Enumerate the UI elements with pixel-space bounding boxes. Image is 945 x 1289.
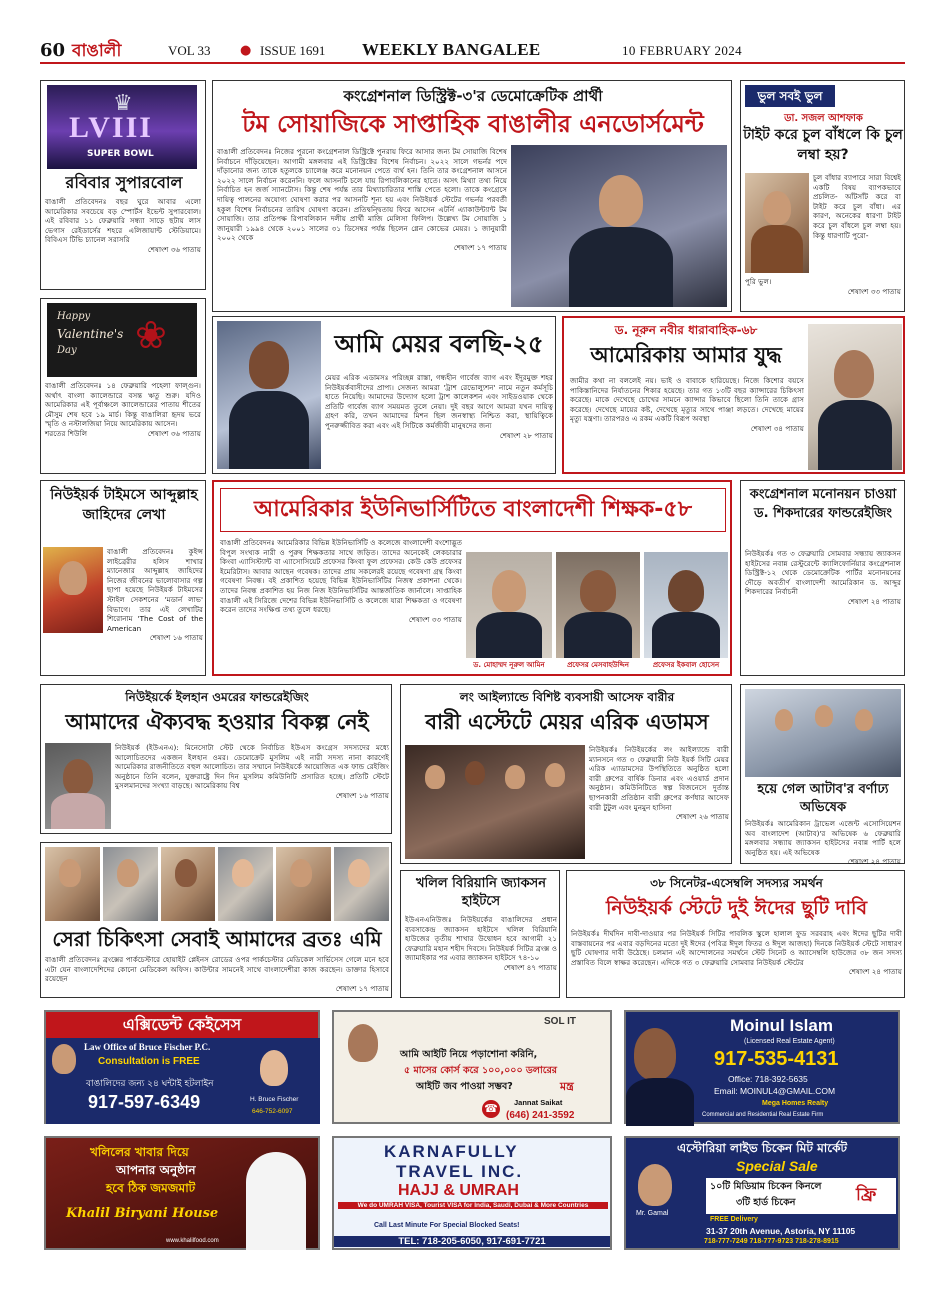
ad-khalil-line2: আপনার অনুষ্ঠান <box>116 1163 196 1177</box>
eid-headline: নিউইয়র্ক স্টেটে দুই ঈদের ছুটি দাবি <box>605 897 868 919</box>
war-continued[interactable]: শেষাংশ ৩৪ পাতায় <box>750 423 804 433</box>
ilhan-kicker: নিউইয়র্কে ইলহান ওমরের ফান্ডরেইজিং <box>125 690 309 704</box>
ad-solit-line1: আমি আইটি নিয়ে পড়াশোনা করিনি, <box>400 1049 538 1060</box>
lead-photo <box>511 145 727 307</box>
rose-icon: ❀ <box>135 313 167 357</box>
bhul-article <box>740 80 905 312</box>
university-continued[interactable]: শেষাংশ ৩৩ পাতায় <box>408 614 462 624</box>
nyt-article <box>40 480 206 676</box>
ad-astoria-offer1: ১০টি মিডিয়াম চিকেন কিনলে <box>710 1181 822 1192</box>
superbowl-logo <box>47 85 197 169</box>
ad-accident-cases[interactable] <box>44 1010 320 1124</box>
mayor-photo <box>217 321 321 469</box>
ad-solit-line2: ৫ মাসের কোর্স করে ১০০,০০০ ডলারের <box>404 1065 558 1076</box>
superbowl-roman: LVIII <box>69 111 153 144</box>
bhul-author-photo <box>745 173 809 273</box>
atab-continued[interactable]: শেষাংশ ২৪ পাতায় <box>847 857 901 867</box>
lead-headline: টম সোয়াজিকে সাপ্তাহিক বাঙালীর এনডোর্সমেন্ট <box>242 110 704 138</box>
superbowl-article <box>40 80 206 290</box>
ad-solit-line3: আইটি জব পাওয়া সম্ভব? <box>416 1081 513 1092</box>
issue-label: ISSUE 1691 <box>260 43 326 58</box>
ad-moinul-name: Moinul Islam <box>730 1016 833 1035</box>
eid-kicker: ৩৮ সিনেটর-এসেম্বলি সদস্যর সমর্থন <box>650 876 823 890</box>
trophy-icon: ♛ <box>113 91 133 116</box>
university-headline: আমেরিকার ইউনিভার্সিটিতে বাংলাদেশী শিক্ষক-৫৮ <box>220 488 726 532</box>
ad-accident-banner: এক্সিডেন্ট কেইসেস <box>46 1012 318 1038</box>
ad-accident-lawyer-photo <box>260 1050 288 1086</box>
ad-karnafully-line1: KARNAFULLY <box>384 1142 519 1161</box>
ad-karnafully-tel[interactable]: TEL: 718-205-6050, 917-691-7721 <box>334 1236 610 1247</box>
ad-karnafully-line3: HAJJ & UMRAH <box>398 1182 519 1199</box>
ad-astoria-delivery: FREE Delivery <box>710 1216 758 1223</box>
page-number: 60 <box>40 40 66 61</box>
separator-dot-icon: ● <box>240 43 252 58</box>
bhul-tail: পুরি ভুল। শেষাংশ ৩৩ পাতায় <box>745 277 901 296</box>
university-article <box>212 480 732 676</box>
ad-moinul-phone[interactable]: 917-535-4131 <box>714 1048 839 1070</box>
bari-kicker: লং আইল্যান্ডে বিশিষ্ট ব্যবসায়ী আসেফ বারীর <box>459 690 675 704</box>
war-body: জামীর কথা না বললেই নয়। ভাই ও বাবাকে হারিয়েছে। নিজে কিশোর বয়সে পাকিস্তানিদের নির্যাতনের শিকার হয়েছে। তার গত ১৩টি বছর ক্যান্সারের চিকিৎসা করেছে। মাকে দেখেছে চোখের সামনে ক্যান্সার কিভাবে ছিলো তিনি তাকে গ্রাস করেছে। দেখেছে মায়ের কষ্ট, দেখেছে মৃত্যুর সাথে পাঞ্জা লড়তে। দেখেছে মায়ের মৃত্যু যন্ত্রণা। তারপরও এ রকম একটি বিরূপ অবস্থা শেষাংশ ৩৪ পাতায় <box>570 376 804 433</box>
university-photo-2-caption: প্রফেসর মেসবাহউদ্দিন <box>556 658 640 672</box>
war-headline: আমেরিকায় আমার যুদ্ধ <box>590 343 782 367</box>
emi-photo-6 <box>334 847 389 921</box>
ilhan-body: নিউইয়র্ক (ইউএনএ): মিনেসোটা স্টেট থেকে নির্বাচিত ইউএস কংগ্রেস সদস্যদের মধ্যে আলোচিতদের একজন ইলহান ওমর। ডেমোক্রেট মুসলিম এই নারী সদস্য নানা কারণেই আমেরিকার রাজনীতিতে বহুল আলোচিত। তার সম্মানে নিউইয়র্কে আয়োজিত এক ফান্ড রেইজিং অনুষ্ঠানে তিনি বলেন, যুক্তরাষ্ট্রে দিন দিন মুসলিম কমিউনিটি প্রসারিত হচ্ছে। প্রতিটি স্টেটে মুসলমানদের সংখ্যা বাড়ছে। আমেরিকায় বিশ্ব শেষাংশ ১৬ পাতায় <box>115 743 389 800</box>
ad-moinul-tagline: Commercial and Residential Real Estate Firm <box>702 1112 824 1118</box>
bari-photo <box>405 745 585 859</box>
ad-astoria-contact: Mr. Gamal <box>636 1210 669 1217</box>
biryani-headline: খলিল বিরিয়ানি জ্যাকসন হাইটসে <box>415 876 547 909</box>
bhul-continued[interactable]: শেষাংশ ৩৩ পাতায় <box>847 286 901 296</box>
ad-accident-lawyer-phone[interactable]: 646-752-6097 <box>252 1108 293 1115</box>
ad-karnafully-line2: TRAVEL INC. <box>396 1162 524 1181</box>
emi-photo-4 <box>218 847 273 921</box>
shikdar-body: নিউইয়র্কঃ গত ৩ ফেব্রুয়ারি সোমবার সন্ধ্যায় জ্যাকসন হাইটসের নবান্ন রেস্টুরেন্টে ক্যালিফোর্নিয়ার কংগ্রেশনাল ডিস্ট্রিক্ট-১২ থেকে ডেমোক্রেটিক পার্টির মনোনয়নের দৌড়ে অবতীর্ণ বাংলাদেশী আমেরিকান ড. আব্দুর শিকদারের নির্বাচনী শেষাংশ ২৪ পাতায় <box>745 549 901 606</box>
nyt-continued[interactable]: শেষাংশ ১৬ পাতায় <box>149 633 203 643</box>
ad-accident-phone[interactable]: 917-597-6349 <box>88 1092 201 1112</box>
university-photo-1 <box>466 552 552 672</box>
ad-astoria-portrait <box>638 1164 672 1206</box>
ad-karnafully-offer: We do UMRAH VISA, Tourist VISA for India, Saudi, Dubai & More Countries <box>338 1202 608 1209</box>
ad-solit-portrait <box>348 1024 378 1062</box>
lead-continued[interactable]: শেষাংশ ১৭ পাতায় <box>453 242 507 252</box>
ad-astoria-offer-box <box>706 1178 896 1214</box>
lead-article <box>212 80 732 312</box>
atab-article <box>740 684 905 867</box>
eid-body: নিউইয়র্কঃ দীর্ঘদিন দাবী-দাওয়ার পর নিউইয়র্ক সিটির পাবলিক স্কুলে হালাল ফুড সরবরাহ এবং ঈদের ছুটির দাবী বাস্তবায়নের পর এবার বড়দিনের মতো দুই ঈদের (পবিত্র ঈদুল ফিতর ও ঈদুল আজহা) দিনকে নিউইয়র্ক স্টেটে সাধারণ ছুটি ঘোষণার দাবী উঠেছে। চলমান এই আন্দোলনের সমর্থনে স্টেট সিনেট ও অ্যাসেম্বলি হাউজের ৩৮ জন সদস্য প্রস্তাবিত বিলে স্বাক্ষর করেছেন। এদিকে গত ৩ ফেব্রুয়ারি সোমবার নিউইয়র্ক স্টেটের শেষাংশ ২৪ পাতায় <box>571 929 902 977</box>
bhul-label: ভুল সবই ভুল <box>745 85 835 107</box>
valentine-body: বাঙালী প্রতিবেদনঃ ১৪ ফেব্রুয়ারি পহেলা ফাল্গুন। অর্থাৎ বাংলা ক্যালেন্ডারে বসন্ত ঋতু শুরু। যদিও আমেরিকার এই পূর্বাঞ্চলে ক্যালেন্ডারের পাতায় শীতের মৌসুম শেষ হবে ১৯ মার্চ। কিন্তু বাঙালিরা হৃদয় ভরে স্মৃতি ও নস্টালজিয়া নিয়ে আমেরিকায় আসেন। শরতের শিউলি শেষাংশ ৩৬ পাতায় <box>45 381 201 438</box>
ilhan-photo <box>45 743 111 829</box>
mayor-headline: আমি মেয়র বলছি-২৫ <box>334 330 544 358</box>
bhul-headline: টাইট করে চুল বাঁধলে কি চুল লম্বা হয়? <box>743 127 903 163</box>
emi-photo-2 <box>103 847 158 921</box>
ad-solit-name: Jannat Saikat <box>514 1098 563 1107</box>
biryani-article <box>400 870 560 998</box>
masthead <box>40 38 905 64</box>
ad-khalil-website[interactable]: www.khalilfood.com <box>166 1238 219 1244</box>
ad-solit-phone[interactable]: (646) 241-3592 <box>506 1110 575 1121</box>
university-photo-3-caption: প্রফেসর ইকবাল হোসেন <box>644 658 728 672</box>
ad-khalil-chef <box>246 1152 306 1250</box>
bari-headline: বারী এস্টেটে মেয়র এরিক এডামস <box>425 710 709 734</box>
bhul-author: ডা. সজল আশফাক <box>784 113 863 124</box>
ad-moinul-portrait <box>634 1028 676 1080</box>
masthead-logo: বাঙালী <box>72 41 122 61</box>
ad-moinul-office: Office: 718-392-5635 <box>728 1074 808 1084</box>
emi-headline: সেরা চিকিৎসা সেবাই আমাদের ব্রতঃ এমি <box>52 927 382 951</box>
ad-astoria-phones[interactable]: 718-777-7249 718-777-9723 718-278-8915 <box>704 1238 839 1245</box>
emi-article <box>40 842 392 998</box>
ad-accident-portrait <box>52 1044 76 1074</box>
ad-astoria-banner: এস্টোরিয়া লাইভ চিকেন মিট মার্কেট <box>676 1141 848 1155</box>
war-author-photo <box>808 324 902 470</box>
ad-accident-lawyer: H. Bruce Fischer <box>250 1096 299 1103</box>
bari-continued[interactable]: শেষাংশ ২৬ পাতায় <box>675 812 729 822</box>
atab-photo <box>745 689 901 777</box>
emi-body: বাঙালী প্রতিবেদনঃ ব্রংক্সের পার্কচেস্টারে হোয়াইট প্লেইনস রোডের ওপর পার্কচেস্টার মেডিকেল সার্ভিসেস গেলে মনে হবে এটা যেন বাংলাদেশিদের কোনো মেডিকেল অফিস। কাউন্টার সামনেই সাথে বাংলাদেশীরা কাজ করছেন। ডাক্তার হিসাবে রয়েছেন শেষাংশ ১৭ পাতায় <box>45 955 389 993</box>
atab-headline: হয়ে গেল আটাব'র বর্ণাঢ্য অভিষেক <box>757 782 889 815</box>
ad-astoria-address: 31-37 20th Avenue, Astoria, NY 11105 <box>706 1226 856 1236</box>
ad-solit-brand: SOL IT <box>544 1016 577 1027</box>
nyt-headline: নিউইয়র্ক টাইমসে আব্দুল্লাহ জাহিদের লেখা <box>50 487 198 523</box>
superbowl-logo-text: SUPER BOWL <box>87 149 154 159</box>
ilhan-continued[interactable]: শেষাংশ ১৬ পাতায় <box>335 790 389 800</box>
ad-solit-mantra: মন্ত্র <box>560 1080 574 1093</box>
paper-name: WEEKLY BANGALEE <box>362 40 541 59</box>
valentine-card: Happy Valentine's Day ❀ <box>47 303 197 377</box>
volume-label: VOL 33 <box>168 43 211 58</box>
bari-body: নিউইয়র্কঃ নিউইয়র্কের লং আইল্যান্ডে বারী ম্যানসনে গত ৩ ফেব্রুয়ারী নিউ ইয়র্ক সিটি মেয়র এরিক এ্যাডামসের উপস্থিতিতে অনুষ্ঠিত হলো বারী গ্রুপের বার্ষিক ডিনার এবং এওয়ার্ড প্রদান অনুষ্ঠান। কমিউনিটিতে স্বল্প বিজনেসে দুর্তান্ত ছাপনকারী প্রতিষ্ঠান বারী গ্রুপের কর্ণধার আসেফ বারী টুটুল এবং মুনমুন হাসিনা শেষাংশ ২৬ পাতায় <box>589 745 729 822</box>
valentine-article <box>40 298 206 474</box>
ilhan-article <box>40 684 392 834</box>
ad-khalil-biryani[interactable] <box>44 1136 320 1250</box>
ad-astoria-free: ফ্রি <box>856 1185 877 1205</box>
ad-moinul-email[interactable]: Email: MOINUL4@GMAIL.COM <box>714 1086 836 1096</box>
war-article <box>562 316 905 474</box>
issue-date: 10 FEBRUARY 2024 <box>622 43 743 58</box>
ad-karnafully-travel[interactable] <box>332 1136 612 1250</box>
atab-body: নিউইয়র্কঃ আমেরিকান ট্রাভেল এজেন্ট এসোসিয়েশন অব বাংলাদেশ (আটাব)'র অভিষেক ৬ ফেব্রুয়ারি মঙ্গলবার সন্ধ্যায় জ্যাকসন হাইটসের নবান্ন পার্টি হলে অনুষ্ঠিত হয়। এই অভিষেক শেষাংশ ২৪ পাতায় <box>745 819 901 867</box>
bhul-body: চুল বাঁধার ব্যাপারে সারা বিশ্বেই একটি বিষয় ব্যাপকভাবে প্রচলিত- আঁটসাঁট করে বা টাইট করে চুল বাঁধা। এর কারণ, অনেকের ধারণা টাইট করে চুল বাঁধলে চুল লম্বা হয়। কিন্তু ধারণাটি পুরো- <box>813 173 901 240</box>
ad-moinul-company: Mega Homes Realty <box>762 1100 829 1107</box>
ad-astoria-chicken[interactable] <box>624 1136 900 1250</box>
ad-astoria-special: Special Sale <box>736 1158 818 1174</box>
ilhan-headline: আমাদের ঐক্যবদ্ধ হওয়ার বিকল্প নেই <box>65 710 369 734</box>
shikdar-article <box>740 480 905 676</box>
lead-body: বাঙালী প্রতিবেদনঃ নিজের পুরনো কংগ্রেশনাল ডিস্ট্রিক্টে পুনরায় ফিরে আসার জন্য টম সোয়াজি বিশেষ নির্বাচনে দাঁড়িয়েছেন। আগামী মঙ্গলবার এই ডিস্ট্রিক্টের বিশেষ নির্বাচন। ২০২২ সালে গভর্নর পদে দাঁড়ানোর জন্য তাকে হতুলকে চ্যালেঞ্জ করে মনোনয়ন পেতে ব্যর্থ হন। তিনি তার কংগ্রেশনাল আসনে ২০২২ সালে নির্বাচন করেননি। ফলে আসনটি চলে যায় রিপাবলিকানের হাতে। অসৎ মিথ্যা তথ্য নিয়ে নির্বাচিত হন জর্জ স্যানটোস। কিন্তু শেষ পর্যন্ত তার মিথ্যাচারিতার শাস্তি পেতে হলো। তাকে কংগ্রেসে দায়িত্ব পালনের অযোগ্য ঘোষণা করার পর আসনটি শূন্য হয় এবং নিউইয়র্ক স্টেটের গভর্নর পরবর্তী হকুল বিশেষ নির্বাচনের তারিখ ঘোষণা করেন। প্রতিদ্বন্দ্বিতায় ফিরে আসেন এটর্নি এ্যাকাউন্ট্যান্ট টম সোয়াজি। তার প্রতিপক্ষ রিপাবলিকান দলীয় প্রার্থী মাজি মেলিসা ফিলিপ। উল্লেখ্য টম সোয়াজি ১ জানুয়ারী ১৯৯৪ থেকে ২০০১ সালের ৩১ ডিসেম্বর পর্যন্ত ছিলেন গ্লেন কোভের মেয়র। ১ জানুয়ারী ২০০২ থেকে শেষাংশ ১৭ পাতায় <box>217 147 507 252</box>
superbowl-continued[interactable]: শেষাংশ ৩৬ পাতায় <box>147 244 201 254</box>
emi-photo-3 <box>161 847 216 921</box>
university-photo-1-caption: ড. মোহাম্মদ নূরুল আমিন <box>466 658 552 672</box>
eid-article <box>566 870 905 998</box>
emi-continued[interactable]: শেষাংশ ১৭ পাতায় <box>335 983 389 993</box>
university-photo-3 <box>644 552 728 672</box>
biryani-continued[interactable]: শেষাংশ ৪৭ পাতায় <box>503 962 557 972</box>
superbowl-body: বাঙালী প্রতিবেদনঃ বছর ঘুরে আবার এলো আমেরিকার সবচেয়ে বড় স্পোর্টস ইভেন্ট সুপারবোল। এই রবিবার ১১ ফেব্রুয়ারি সন্ধ্যা সাড়ে ছটায় লাস ভেগাস রেইডার্সের শহরে এলিজায়ান্ট স্টেডিয়ামে। বিবিএস টিভি চ্যানেল সরাসরি শেষাংশ ৩৬ পাতায় <box>45 197 201 254</box>
ad-sol-it[interactable] <box>332 1010 612 1124</box>
ad-solit-phone-icon: ☎ <box>482 1100 500 1118</box>
superbowl-headline: রবিবার সুপারবোল <box>65 173 183 192</box>
emi-photo-5 <box>276 847 331 921</box>
nyt-body: বাঙালী প্রতিবেদনঃ কুইন্স লাইব্রেরীর হলিস শাখার ম্যানেজার আব্দুল্লাহ জাহিদের নিজের জীবনের ভালোবাসার গল্প ছাপা হয়েছে নিউইয়র্ক টাইমসের স্টাইল সেকশনের 'মডার্ন লাভ' বিভাগে। তার এই লেখাটির শিরোনাম 'The Cost of the American শেষাংশ ১৬ পাতায় <box>107 547 203 643</box>
ad-accident-firm: Law Office of Bruce Fischer P.C. <box>84 1042 211 1052</box>
emi-photo-strip <box>45 847 389 921</box>
university-body: বাঙালী প্রতিবেদনঃ আমেরিকার বিভিন্ন ইউনিভার্সিটি ও কলেজে বাংলাদেশী বংশোদ্ভূত বিপুল সংখ্যক নারী ও পুরুষ শিক্ষকতার সাথে জড়িত। তাদের অনেকেই লেকচারার কিংবা এ্যাসিস্ট্যান্ট বা এ্যাসোসিয়েট প্রফেসর কিংবা ফুল প্রফেসর। কেউ কেউ প্রফেসর ইমেরিটাস। আবার আছেন গবেষক। তাদের প্রায় সকলেরই রয়েছে গবেষণা গ্রন্থ কিংবা গবেষণা নিবন্ধ। বই প্রকাশিত হয়েছে বিভিন্ন ইউনিভার্সিটির নিজস্ব প্রকাশনা থেকে। তাদের নিবন্ধ প্রকাশিত হয় নিজ নিজ ইউনিভার্সিটির আন্তর্জাতিক জার্নালে। সাপ্তাহিক বাঙালী এই সিরিজে দেশের বিভিন্ন ইউনিভার্সিটি ও কলেজে যারা শিক্ষকতা ও গবেষণা করেন তাদের সংক্ষিপ্ত তথ্য তুলে ধরছে। শেষাংশ ৩৩ পাতায় <box>220 538 462 624</box>
shikdar-continued[interactable]: শেষাংশ ২৪ পাতায় <box>847 596 901 606</box>
ad-moinul-islam[interactable] <box>624 1010 900 1124</box>
university-photo-2 <box>556 552 640 672</box>
ad-astoria-offer2: ৩টি হার্ড চিকেন <box>736 1197 796 1208</box>
eid-continued[interactable]: শেষাংশ ২৪ পাতায় <box>848 967 902 977</box>
ad-accident-consult: Consultation is FREE <box>98 1056 200 1067</box>
mayor-body: মেয়র এরিক এডামসঃ পরিচ্ছন্ন রাস্তা, গন্ধহীন গার্বেজ ব্যাগ এবং ইঁদুরমুক্ত শহর নিউইয়র্কবাসীদের প্রাপ্য। সেজন্য আমরা 'ট্রাশ রেভোল্যুশন' নামে নতুন কর্মসূচি হাতে নিয়েছি। আমাদের উদ্যোগ হলো ট্রাশ কালেকশন এবং সাইডওয়াক থেকে প্রতিটি গার্বেজ ব্যাগ সময়মত তুলে নেয়া। দুই বছর আগে আমরা যখন দায়িত্ব গ্রহণ করি, তখন আমাদের মিশন ছিল জনস্বাস্থ্য নিশ্চিত করা, স্থায়িত্বিকে পুনরুজ্জীবিত করা এবং এই সিটিকে কর্মজীবী মানুষদের জন্য শেষাংশ ২৮ পাতায় <box>325 373 553 440</box>
valentine-continued: শরতের শিউলি শেষাংশ ৩৬ পাতায় <box>45 428 201 438</box>
war-kicker: ড. নূরুন নবীর ধারাবাহিক-৬৮ <box>614 323 758 337</box>
ad-khalil-line1: খলিলের খাবার দিয়ে <box>90 1145 189 1159</box>
lead-kicker: কংগ্রেশনাল ডিস্ট্রিক্ট-৩'র ডেমোক্রেটিক প্রার্থী <box>343 87 603 105</box>
biryani-body: ইউএনএনিউজঃ নিউইয়র্কের বাঙালিদের প্রধান ব্যবসাকেন্দ্র জ্যাকসন হাইটসে খলিল বিরিয়ানি হাউজের তৃতীয় শাখার উদ্বোধন হবে আগামী ২১ ফেব্রুয়ারি মহান শহীদ দিবসে। নিউইয়র্ক সিটির ব্রংক্স ও জ্যামাইকার পর এবার জ্যাকসন হাইটসে ৭৪-১০ শেষাংশ ৪৭ পাতায় <box>405 915 557 972</box>
bari-article <box>400 684 732 864</box>
mayor-article <box>212 316 556 474</box>
ad-khalil-brand: Khalil Biryani House <box>66 1206 219 1221</box>
ad-accident-bengali: বাঙালিদের জন্য ২৪ ঘন্টাই হটলাইন <box>86 1079 214 1089</box>
shikdar-headline: কংগ্রেশনাল মনোনয়ন চাওয়া ড. শিকদারের ফান্ডরেইজিং <box>749 487 897 521</box>
ad-moinul-title: (Licensed Real Estate Agent) <box>744 1038 835 1045</box>
emi-photo-1 <box>45 847 100 921</box>
ad-karnafully-blocked: Call Last Minute For Special Blocked Seats! <box>374 1222 520 1229</box>
ad-khalil-line3: হবে ঠিক জমজমাট <box>106 1181 196 1195</box>
mayor-continued[interactable]: শেষাংশ ২৮ পাতায় <box>499 430 553 440</box>
